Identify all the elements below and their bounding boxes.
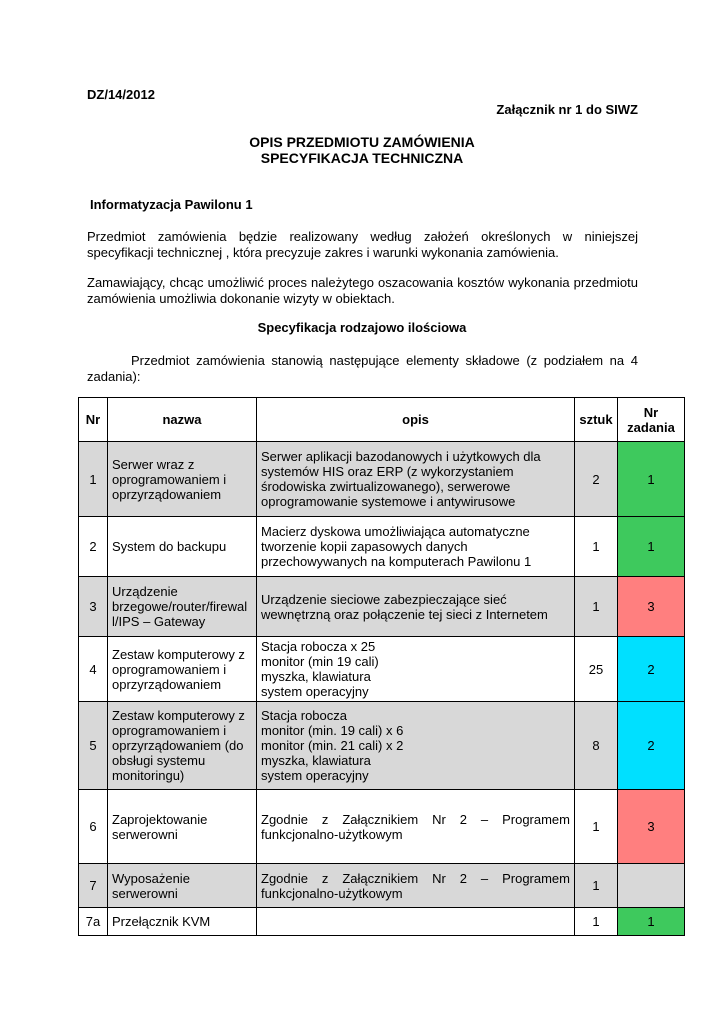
item-name: Urządzenie brzegowe/router/firewal l/IPS – Gateway <box>108 577 257 637</box>
row-number: 6 <box>79 790 108 864</box>
header-description: opis <box>257 398 575 442</box>
task-number: 3 <box>618 577 685 637</box>
section-title: Informatyzacja Pawilonu 1 <box>90 197 253 212</box>
item-description: Zgodnie z Załącznikiem Nr 2 – Programem funkcjonalno-użytkowym <box>257 790 575 864</box>
description-line: system operacyjny <box>261 684 369 699</box>
row-number: 5 <box>79 702 108 790</box>
item-quantity: 2 <box>575 442 618 517</box>
task-number: 1 <box>618 908 685 936</box>
table-row <box>79 517 685 577</box>
item-name: System do backupu <box>108 517 257 577</box>
table-row <box>79 442 685 517</box>
task-number <box>618 864 685 908</box>
specification-table <box>78 397 685 936</box>
header-quantity: sztuk <box>575 398 618 442</box>
document-title: OPIS PRZEDMIOTU ZAMÓWIENIA <box>249 134 475 150</box>
description-line: myszka, klawiatura <box>261 669 371 684</box>
item-name: Przełącznik KVM <box>108 908 257 936</box>
row-number: 2 <box>79 517 108 577</box>
header-task-number: Nr zadania <box>618 398 685 442</box>
description-line: monitor (min. 19 cali) x 6 <box>261 723 404 738</box>
item-description <box>257 908 575 936</box>
item-quantity: 1 <box>575 790 618 864</box>
row-number: 7 <box>79 864 108 908</box>
row-number: 4 <box>79 637 108 702</box>
description-line: monitor (min. 21 cali) x 2 <box>261 738 404 753</box>
attachment-label: Załącznik nr 1 do SIWZ <box>496 102 638 117</box>
description-line: Stacja robocza <box>261 708 347 723</box>
item-name: Zaprojektowanie serwerowni <box>108 790 257 864</box>
row-number: 3 <box>79 577 108 637</box>
row-number: 1 <box>79 442 108 517</box>
table-header-row <box>79 398 685 442</box>
document-number: DZ/14/2012 <box>87 87 155 102</box>
item-quantity: 1 <box>575 577 618 637</box>
table-row <box>79 908 685 936</box>
item-name: Zestaw komputerowy z oprogramowaniem i oprzyrządowaniem (do obsługi systemu monitoringu) <box>108 702 257 790</box>
table-row <box>79 790 685 864</box>
item-quantity: 1 <box>575 864 618 908</box>
document-subtitle: SPECYFIKACJA TECHNICZNA <box>260 150 464 166</box>
table-row <box>79 864 685 908</box>
item-description: Zgodnie z Załącznikiem Nr 2 – Programem funkcjonalno-użytkowym <box>257 864 575 908</box>
description-line: Stacja robocza x 25 <box>261 639 376 654</box>
item-quantity: 1 <box>575 517 618 577</box>
task-number: 1 <box>618 442 685 517</box>
components-paragraph: Przedmiot zamówienia stanowią następujące elementy składowe (z podziałem na 4 zadania): <box>87 353 638 384</box>
item-name: Zestaw komputerowy z oprogramowaniem i oprzyrządowaniem <box>108 637 257 702</box>
item-description: Macierz dyskowa umożliwiająca automatyczne tworzenie kopii zapasowych danych przechowywanych na komputerach Pawilonu 1 <box>257 517 575 577</box>
item-quantity: 8 <box>575 702 618 790</box>
description-line: system operacyjny <box>261 768 369 783</box>
task-number: 2 <box>618 637 685 702</box>
item-description <box>257 702 575 790</box>
description-line: monitor (min 19 cali) <box>261 654 379 669</box>
item-description: Serwer aplikacji bazodanowych i użytkowych dla systemów HIS oraz ERP (z wykorzystaniem środowiska zwirtualizowanego), serwerowe oprogramowanie systemowe i antywirusowe <box>257 442 575 517</box>
task-number: 2 <box>618 702 685 790</box>
task-number: 1 <box>618 517 685 577</box>
item-description: Urządzenie sieciowe zabezpieczające sieć wewnętrzną oraz połączenie tej sieci z Internetem <box>257 577 575 637</box>
header-nr: Nr <box>79 398 108 442</box>
item-quantity: 25 <box>575 637 618 702</box>
table-row <box>79 702 685 790</box>
item-name: Serwer wraz z oprogramowaniem i oprzyrządowaniem <box>108 442 257 517</box>
specification-heading: Specyfikacja rodzajowo ilościowa <box>257 320 467 335</box>
intro-paragraph: Przedmiot zamówienia będzie realizowany według założeń określonych w niniejszej specyfikacji technicznej , która precyzuje zakres i warunki wykonania zamówienia. <box>87 229 638 260</box>
visit-paragraph: Zamawiający, chcąc umożliwić proces należytego oszacowania kosztów wykonania przedmiotu zamówienia umożliwia dokonanie wizyty w obiektach. <box>87 275 638 306</box>
item-description <box>257 637 575 702</box>
table-row <box>79 577 685 637</box>
description-line: myszka, klawiatura <box>261 753 371 768</box>
table-row <box>79 637 685 702</box>
task-number: 3 <box>618 790 685 864</box>
item-quantity: 1 <box>575 908 618 936</box>
header-name: nazwa <box>108 398 257 442</box>
item-name: Wyposażenie serwerowni <box>108 864 257 908</box>
row-number: 7a <box>79 908 108 936</box>
